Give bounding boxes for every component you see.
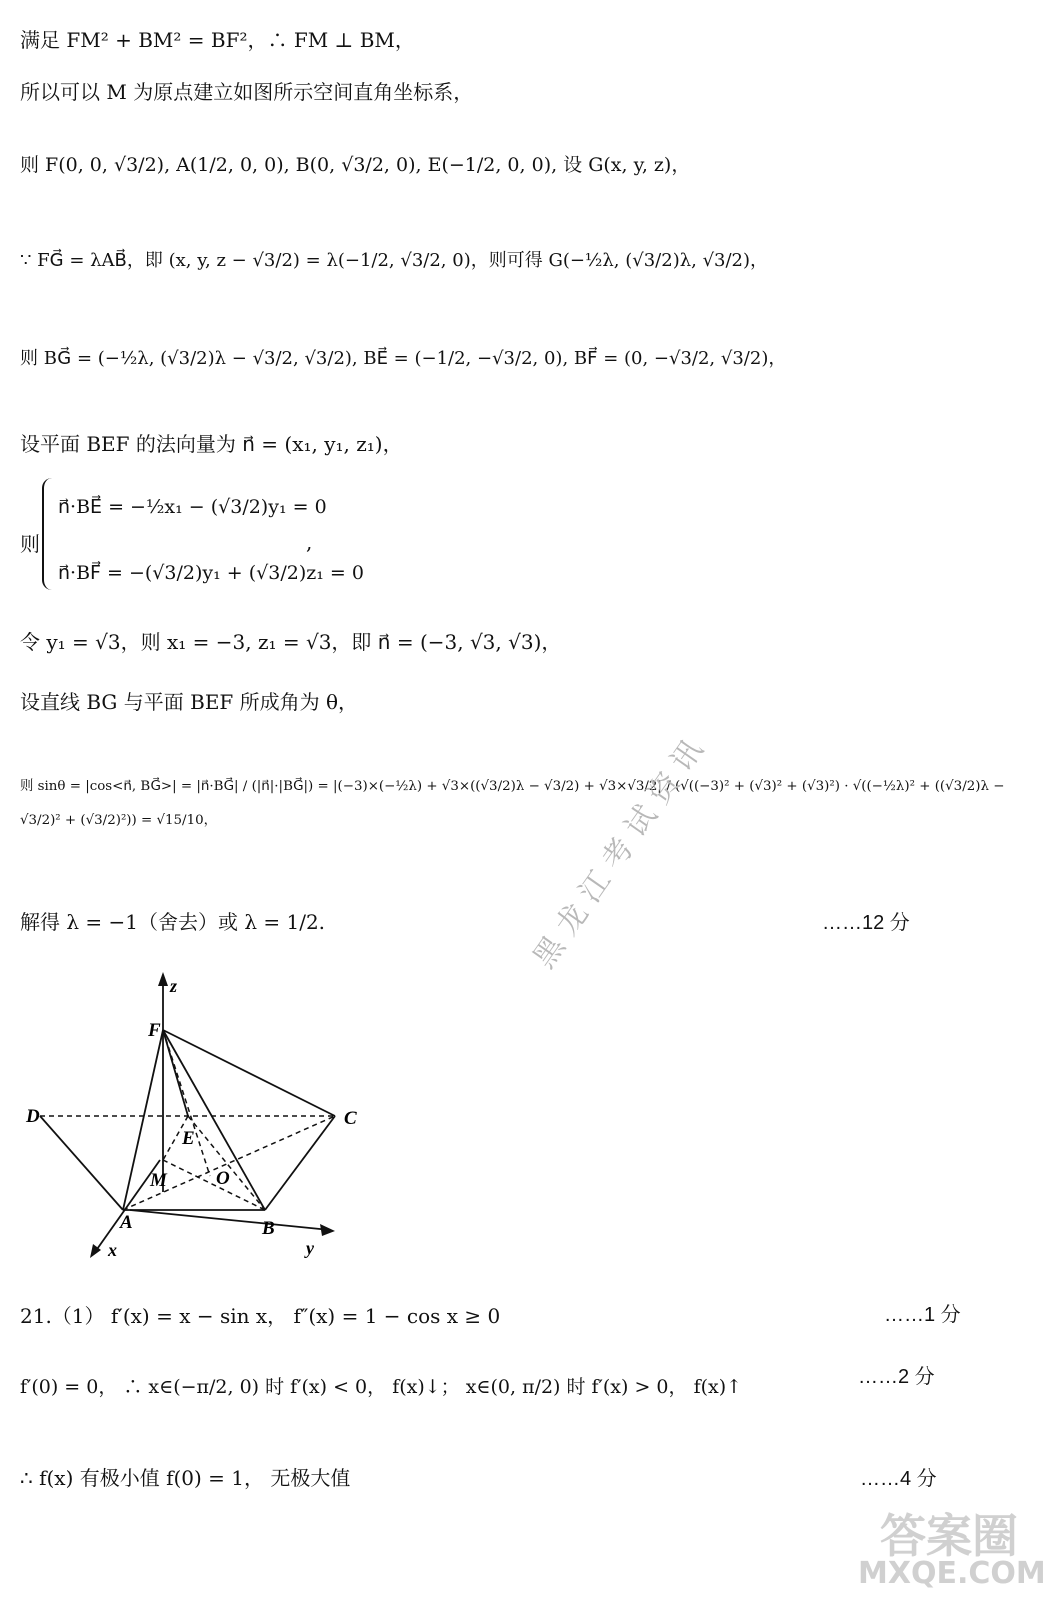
system-eq-1: n⃗·BE⃗ = −½x₁ − (√3/2)y₁ = 0 [58, 496, 327, 518]
label-z: z [170, 976, 178, 996]
score-12: ……12 分 [822, 912, 910, 934]
score-2: ……2 分 [858, 1366, 935, 1388]
line-9-angle: 设直线 BG 与平面 BEF 所成角为 θ， [20, 690, 359, 714]
label-E: E [182, 1128, 195, 1149]
corner-watermark-logo: 答案圈 [880, 1509, 1018, 1563]
corner-watermark-site: MXQE.COM [858, 1556, 1046, 1591]
label-M: M [150, 1170, 167, 1191]
system-comma: , [306, 530, 313, 554]
line-21-extremum: ∴ f(x) 有极小值 f(0) = 1， 无极大值 [20, 1466, 351, 1490]
line-1: 满足 FM² + BM² = BF²，∴ FM ⊥ BM， [20, 28, 415, 52]
system-brace [42, 478, 54, 590]
line-10-sin-theta: 则 sinθ = |cos<n⃗, BG⃗>| = |n⃗·BG⃗| / (|n⃗|·|BG⃗|) = |(−3)×(−½λ) + √3×((√3/2)λ − √3/2) + √3×√3/2| / (√((−3)² + (√3)² + (√3)²) · √((−½λ)² + ((√3/2)λ − √3/2)² + (√3/2)²)) = √15/10， [20, 779, 1005, 828]
label-y: y [306, 1238, 314, 1258]
label-C: C [344, 1108, 357, 1129]
y-axis [130, 1210, 330, 1230]
label-D: D [26, 1106, 40, 1127]
label-x: x [108, 1240, 117, 1260]
line-21-part1: 21.（1） f′(x) = x − sin x， f″(x) = 1 − cos x ≥ 0 [20, 1304, 501, 1328]
line-2: 所以可以 M 为原点建立如图所示空间直角坐标系， [20, 80, 474, 104]
geometry-figure [20, 970, 380, 1260]
score-4: ……4 分 [860, 1468, 937, 1490]
line-11-solve-lambda: 解得 λ = −1（舍去）或 λ = 1/2. [20, 910, 326, 934]
line-4-vector-relation: ∵ FG⃗ = λAB⃗，即 (x, y, z − √3/2) = λ(−1/2, √3/2, 0)，则可得 G(−½λ, (√3/2)λ, √3/2)， [20, 250, 769, 271]
line-5-vectors: 则 BG⃗ = (−½λ, (√3/2)λ − √3/2, √3/2), BE⃗ = (−1/2, −√3/2, 0), BF⃗ = (0, −√3/2, √3/2)， [20, 348, 787, 369]
label-A: A [120, 1212, 133, 1233]
system-eq-2: n⃗·BF⃗ = −(√3/2)y₁ + (√3/2)z₁ = 0 [58, 562, 364, 584]
score-1: ……1 分 [884, 1304, 961, 1326]
label-F: F [148, 1020, 161, 1041]
line-21-monotonic: f′(0) = 0， ∴ x∈(−π/2, 0) 时 f′(x) < 0， f(x)↓； x∈(0, π/2) 时 f′(x) > 0， f(x)↑ [20, 1376, 743, 1398]
system-prefix: 则 [20, 532, 40, 556]
line-3-coordinates: 则 F(0, 0, √3/2), A(1/2, 0, 0), B(0, √3/2, 0), E(−1/2, 0, 0), 设 G(x, y, z)， [20, 154, 691, 176]
line-6-normal-vector: 设平面 BEF 的法向量为 n⃗ = (x₁, y₁, z₁)， [20, 432, 403, 456]
line-8-set-values: 令 y₁ = √3，则 x₁ = −3, z₁ = √3，即 n⃗ = (−3, √3, √3)， [20, 630, 562, 654]
label-B: B [262, 1218, 275, 1239]
label-O: O [216, 1168, 230, 1189]
watermark-text: 黑龙江考试资讯 [526, 725, 716, 975]
